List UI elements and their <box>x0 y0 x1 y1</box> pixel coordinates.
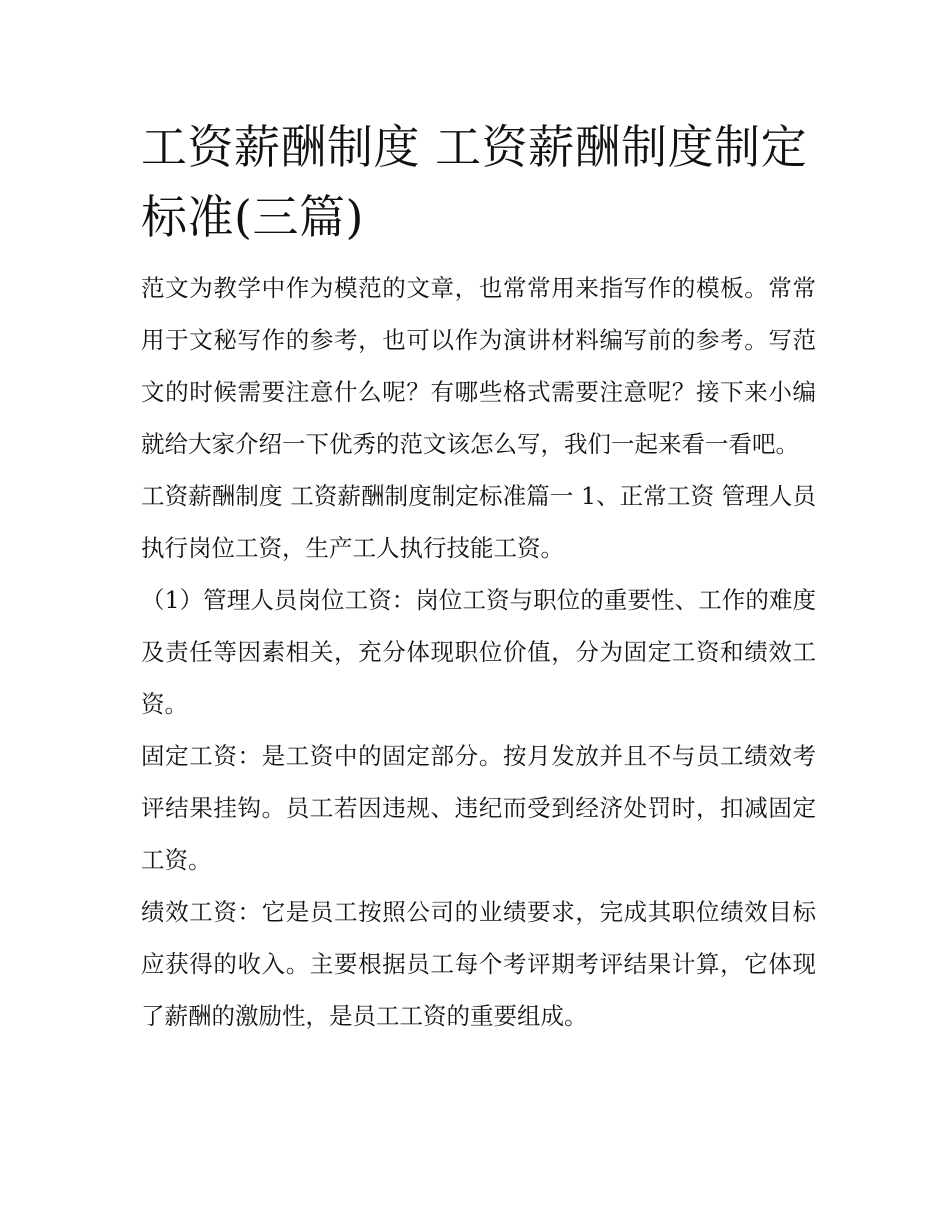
paragraph-intro: 范文为教学中作为模范的文章，也常常用来指写作的模板。常常用于文秘写作的参考，也可以作为演讲材料编写前的参考。写范文的时候需要注意什么呢？有哪些格式需要注意呢？接下来小编就给大家介绍一下优秀的范文该怎么写，我们一起来看一看吧。 <box>141 274 816 458</box>
document-title: 工资薪酬制度 工资薪酬制度制定标准(三篇) <box>141 120 808 244</box>
paragraph-performance-salary: 绩效工资：它是员工按照公司的业绩要求，完成其职位绩效目标应获得的收入。主要根据员工每个考评期考评结果计算，它体现了薪酬的激励性，是员工工资的重要组成。 <box>141 898 816 1030</box>
document-body <box>141 112 816 1042</box>
paragraph-fixed-salary: 固定工资：是工资中的固定部分。按月发放并且不与员工绩效考评结果挂钩。员工若因违规、违纪而受到经济处罚时，扣减固定工资。 <box>141 742 816 874</box>
paragraph-section-one: 工资薪酬制度 工资薪酬制度制定标准篇一 1、正常工资 管理人员执行岗位工资，生产工人执行技能工资。 <box>141 482 816 562</box>
paragraph-management-salary: （1）管理人员岗位工资：岗位工资与职位的重要性、工作的难度及责任等因素相关，充分体现职位价值，分为固定工资和绩效工资。 <box>141 586 816 718</box>
